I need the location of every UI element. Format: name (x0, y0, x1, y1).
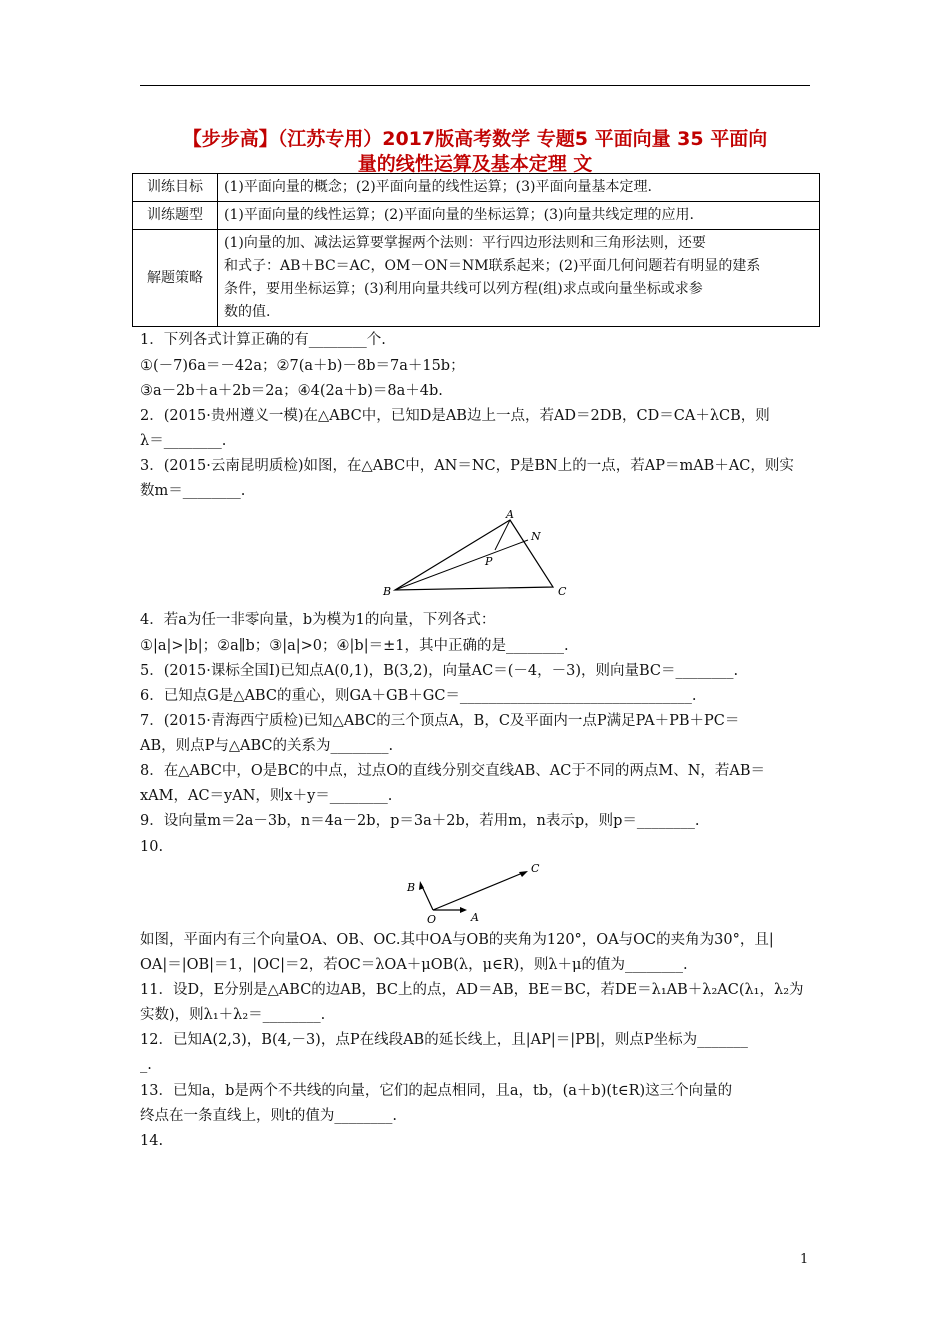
problem-line: 1．下列各式计算正确的有________个. (140, 332, 386, 348)
label-a: A (506, 508, 514, 521)
problem-line: _. (140, 1057, 152, 1073)
problem-line: 2．(2015·贵州遵义一模)在△ABC中，已知D是AB边上一点，若AD＝2DB，CD＝CA＋λCB，则 (140, 408, 770, 424)
row-text: 条件，要用坐标运算；(3)利用向量共线可以列方程(组)求点或向量坐标或求参 (224, 281, 703, 297)
header-rule (140, 85, 810, 86)
problem-line: λ＝________. (140, 433, 227, 449)
label-c: C (558, 585, 567, 598)
label-b: B (407, 881, 416, 894)
problem-line: ③a－2b＋a＋2b＝2a；④4(2a＋b)＝8a＋4b. (140, 383, 443, 399)
row-value (218, 174, 820, 202)
triangle-figure (375, 505, 575, 605)
problem-line: 如图，平面内有三个向量OA、OB、OC.其中OA与OB的夹角为120°，OA与OC的夹角为30°，且| (140, 932, 774, 948)
document-title-line-2: 量的线性运算及基本定理 文 (357, 153, 593, 175)
table-row (133, 230, 820, 327)
arrowhead-c (519, 871, 528, 877)
problem-line: 6．已知点G是△ABC的重心，则GA＋GB＋GC＝________________________________. (140, 688, 697, 704)
problem-line: 7．(2015·青海西宁质检)已知△ABC的三个顶点A，B，C及平面内一点P满足PA＋PB＋PC＝ (140, 713, 740, 729)
problem-line: ①(－7)6a＝－42a；②7(a＋b)－8b＝7a＋15b； (140, 358, 465, 374)
problem-line: AB，则点P与△ABC的关系为________. (140, 738, 394, 754)
problem-line: 13．已知a，b是两个不共线的向量，它们的起点相同，且a，tb，(a＋b)(t∈R)这三个向量的 (140, 1083, 733, 1099)
vector-figure (395, 855, 555, 930)
problem-line: 终点在一条直线上，则t的值为________. (140, 1108, 397, 1124)
row-text: (1)平面向量的概念；(2)平面向量的线性运算；(3)平面向量基本定理. (224, 179, 652, 195)
row-key: 训练题型 (133, 202, 218, 230)
row-value (218, 202, 820, 230)
label-p: P (485, 555, 493, 568)
table-row (133, 202, 820, 230)
arrowhead-a (460, 907, 467, 913)
row-key: 训练目标 (133, 174, 218, 202)
label-n: N (531, 530, 541, 543)
problem-line: 10. (140, 839, 164, 855)
problem-line: 14. (140, 1133, 164, 1149)
row-key: 解题策略 (133, 230, 218, 327)
problem-line: 8．在△ABC中，O是BC的中点，过点O的直线分别交直线AB、AC于不同的两点M、N，若AB＝ (140, 763, 766, 779)
page-number: 1 (800, 1252, 809, 1267)
problem-line: 11．设D，E分别是△ABC的边AB，BC上的点，AD＝AB，BE＝BC，若DE＝λ₁AB＋λ₂AC(λ₁，λ₂为 (140, 982, 804, 998)
problem-line: OA|＝|OB|＝1，|OC|＝2，若OC＝λOA＋μOB(λ，μ∈R)，则λ＋μ的值为________. (140, 957, 688, 973)
row-text: 和式子：AB＋BC＝AC，OM－ON＝NM联系起来；(2)平面几何问题若有明显的建系 (224, 258, 761, 274)
triangle-abc (395, 520, 553, 590)
segment-bn (395, 540, 528, 590)
problem-line: 9．设向量m＝2a－3b，n＝4a－2b，p＝3a＋2b，若用m，n表示p，则p＝________. (140, 813, 700, 829)
row-text: (1)平面向量的线性运算；(2)平面向量的坐标运算；(3)向量共线定理的应用. (224, 207, 694, 223)
label-c: C (531, 862, 540, 875)
problem-line: 4．若a为任一非零向量，b为模为1的向量，下列各式： (140, 612, 496, 628)
problem-line: 5．(2015·课标全国Ⅰ)已知点A(0,1)，B(3,2)，向量AC＝(－4，－3)，则向量BC＝________. (140, 663, 739, 679)
label-a: A (471, 911, 479, 924)
training-info-table (132, 173, 820, 327)
problem-line: xAM，AC＝yAN，则x＋y＝________. (140, 788, 393, 804)
problem-line: 数m＝________. (140, 483, 246, 499)
problem-line: 12．已知A(2,3)，B(4,－3)，点P在线段AB的延长线上，且|AP|＝|PB|，则点P坐标为_______ (140, 1032, 748, 1048)
label-o: O (427, 913, 437, 926)
problem-line: 实数)，则λ₁＋λ₂＝________. (140, 1007, 326, 1023)
row-value (218, 230, 820, 327)
row-text: 数的值. (224, 304, 271, 320)
vector-oc (433, 872, 525, 910)
problem-line: ①|a|>|b|；②a∥b；③|a|>0；④|b|＝±1，其中正确的是________. (140, 638, 569, 654)
row-text: (1)向量的加、减法运算要掌握两个法则：平行四边形法则和三角形法则，还要 (224, 235, 706, 251)
label-b: B (383, 585, 392, 598)
document-title-line-1: 【步步高】（江苏专用）2017版高考数学 专题5 平面向量 35 平面向 (182, 128, 768, 150)
table-row (133, 174, 820, 202)
problem-line: 3．(2015·云南昆明质检)如图，在△ABC中，AN＝NC，P是BN上的一点，若AP＝mAB＋AC，则实 (140, 458, 794, 474)
